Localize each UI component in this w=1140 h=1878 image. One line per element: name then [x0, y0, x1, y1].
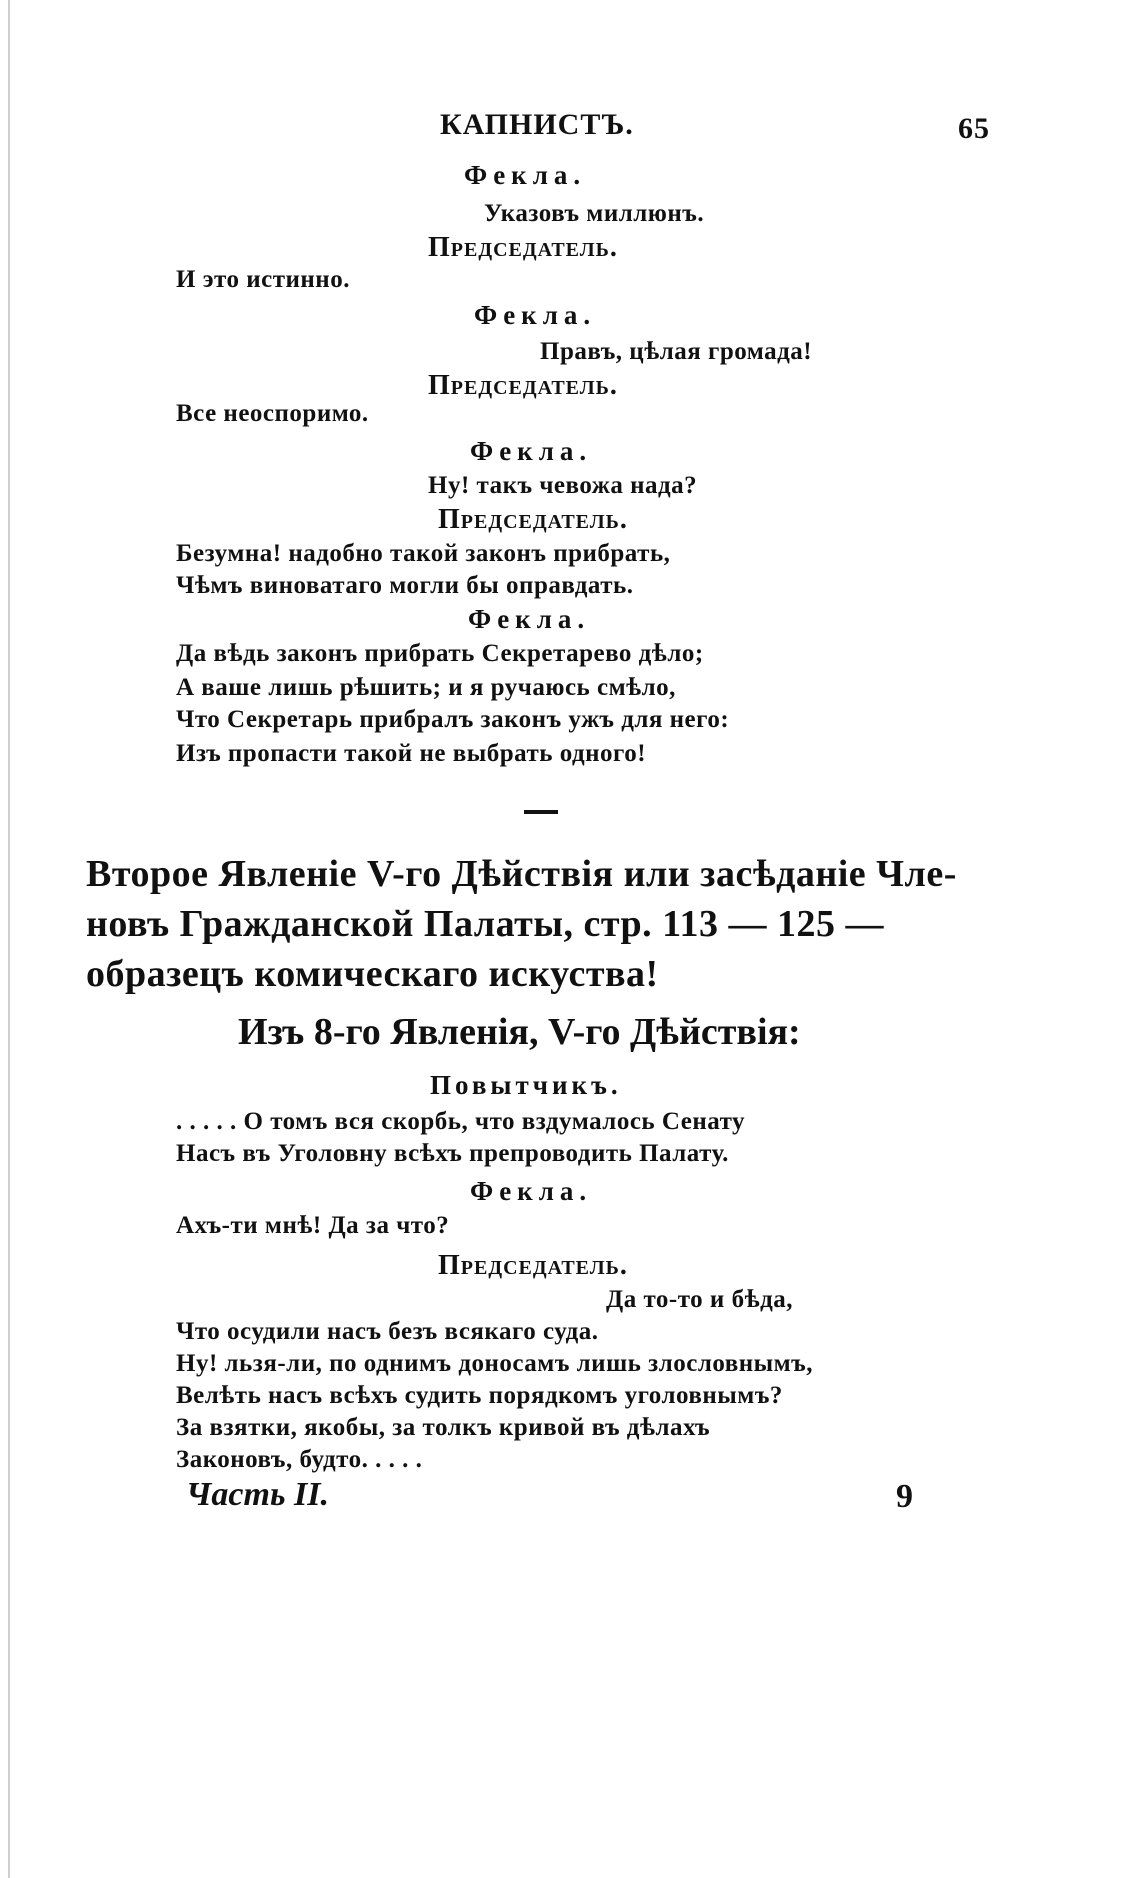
- speaker-name: Фекла.: [464, 160, 587, 190]
- page-edge: [8, 0, 10, 1878]
- verse-line: Все неоспоримо.: [176, 400, 369, 427]
- commentary-line: образецъ комическаго искуства!: [86, 953, 659, 995]
- verse-line: Да то-то и бѣда,: [606, 1286, 793, 1313]
- verse-line: И это истинно.: [176, 266, 350, 293]
- verse-line: Насъ въ Уголовну всѣхъ препроводить Палату.: [176, 1140, 729, 1167]
- speaker-name: Фекла.: [474, 300, 597, 330]
- commentary-line: Второе Явленіе V-го Дѣйствія или засѣданіе Чле-: [86, 853, 957, 895]
- verse-line: Чѣмъ виноватаго могли бы оправдать.: [176, 572, 634, 599]
- verse-line: . . . . . О томъ вся скорбь, что вздумалось Сенату: [176, 1108, 746, 1135]
- verse-line: Правъ, цѣлая громада!: [540, 338, 813, 365]
- speaker-name: Фекла.: [470, 1176, 593, 1206]
- verse-line: Изъ пропасти такой не выбрать одного!: [176, 740, 647, 767]
- speaker-name: Председатель.: [438, 504, 628, 535]
- verse-line: Безумна! надобно такой законъ прибрать,: [176, 540, 671, 567]
- speaker-name: Повытчикъ.: [430, 1070, 622, 1100]
- excerpt-heading: Изъ 8-го Явленія, V-го Дѣйствія:: [238, 1011, 801, 1053]
- commentary-line: новъ Гражданской Палаты, стр. 113 — 125 —: [86, 903, 885, 945]
- verse-line: Ну! льзя-ли, по однимъ доносамъ лишь злословнымъ,: [176, 1350, 813, 1377]
- part-label: Часть II.: [186, 1476, 329, 1513]
- verse-line: Что Секретарь прибралъ законъ ужъ для него:: [176, 706, 730, 733]
- speaker-name: Председатель.: [428, 370, 618, 401]
- verse-line: А ваше лишь рѣшить; и я ручаюсь смѣло,: [176, 674, 676, 701]
- verse-line: Ахъ-ти мнѣ! Да за что?: [176, 1212, 450, 1239]
- verse-line: Законовъ, будто. . . . .: [176, 1446, 423, 1473]
- speaker-name: Фекла.: [470, 436, 593, 466]
- verse-line: Что осудили насъ безъ всякаго суда.: [176, 1318, 599, 1345]
- speaker-name: Фекла.: [468, 604, 591, 634]
- running-header-author: КАПНИСТЪ.: [440, 108, 634, 141]
- verse-line: За взятки, якобы, за толкъ кривой въ дѣлахъ: [176, 1414, 711, 1441]
- page-number: 65: [958, 112, 990, 145]
- speaker-name: Председатель.: [438, 1250, 628, 1281]
- verse-line: Велѣть насъ всѣхъ судить порядкомъ уголовнымъ?: [176, 1382, 783, 1409]
- section-separator: [524, 810, 558, 814]
- speaker-name: Председатель.: [428, 232, 618, 263]
- verse-line: Указовъ миллюнъ.: [484, 200, 705, 227]
- verse-line: Да вѣдь законъ прибрать Секретарево дѣло;: [176, 640, 704, 667]
- signature-mark: 9: [896, 1478, 913, 1515]
- verse-line: Ну! такъ чевожа нада?: [428, 472, 698, 499]
